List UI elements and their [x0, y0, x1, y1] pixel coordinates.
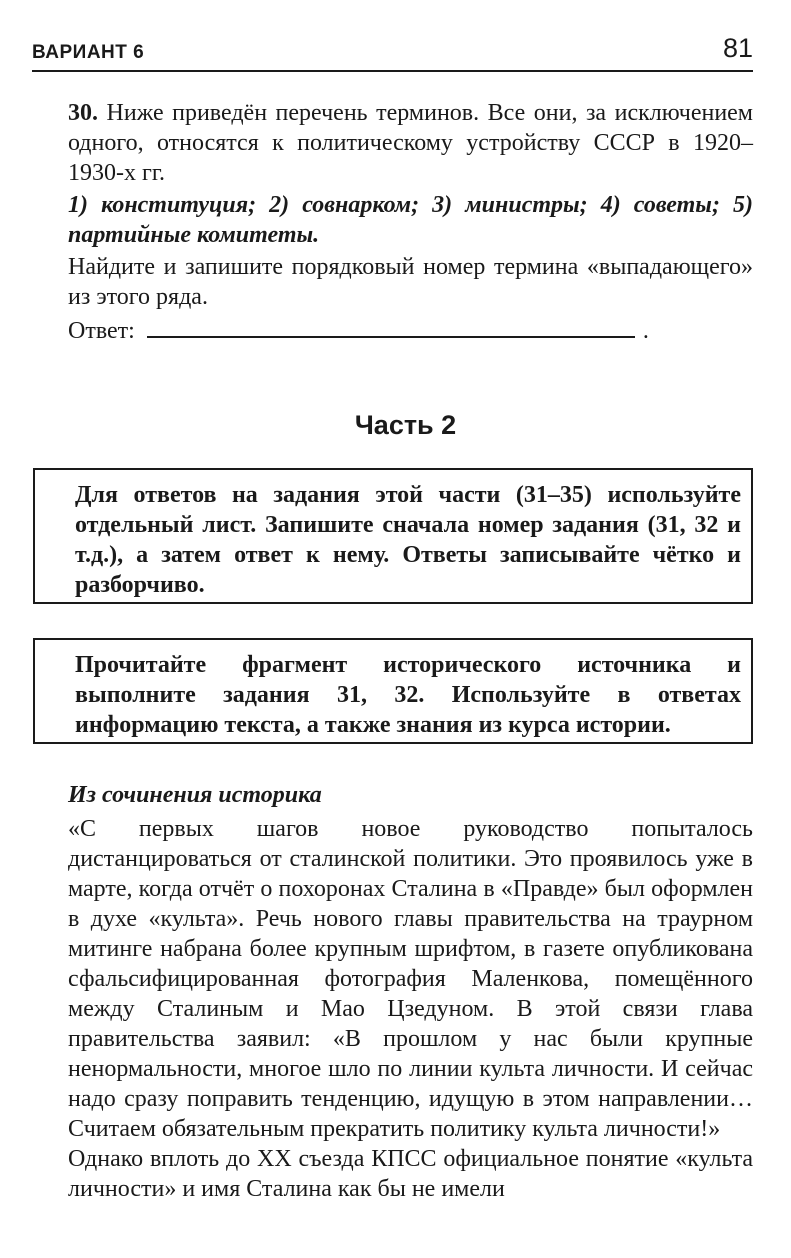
- source-title: Из сочинения историка: [68, 782, 322, 808]
- source-quote: [68, 814, 753, 1204]
- question-30-instruction: Найдите и запишите порядковый номер термина «выпадающего» из этого ряда.: [68, 254, 753, 310]
- answer-input-line[interactable]: [147, 336, 635, 338]
- page-header: [32, 26, 753, 72]
- variant-label: ВАРИАНТ 6: [32, 42, 145, 63]
- question-30-options: 1) конституция; 2) совнарком; 3) министры; 4) советы; 5) партийные комитеты.: [68, 192, 753, 248]
- answer-row: [68, 316, 649, 346]
- source-instructions-box: Прочитайте фрагмент исторического источника и выполните задания 31, 32. Используйте в ответах информацию текста, а также знания из курса истории.: [33, 638, 753, 744]
- question-number: 30.: [68, 100, 98, 126]
- part-2-title: Часть 2: [354, 410, 457, 440]
- answer-label: Ответ:: [68, 318, 135, 344]
- source-paragraph-2: Однако вплоть до XX съезда КПСС официальное понятие «культа личности» и имя Сталина как бы не имели: [68, 1146, 753, 1202]
- answer-end-dot: .: [642, 318, 649, 344]
- question-30-text: [68, 98, 753, 188]
- instructions-box: Для ответов на задания этой части (31–35) используйте отдельный лист. Запишите сначала номер задания (31, 32 и т.д.), а затем ответ к нему. Ответы записывайте чётко и разборчиво.: [33, 468, 753, 604]
- question-body: Ниже приведён перечень терминов. Все они, за исключением одного, относятся к политическому устройству СССР в 1920–1930-х гг.: [68, 100, 753, 186]
- page-number: 81: [722, 33, 753, 63]
- source-paragraph-1: «С первых шагов новое руководство попыталось дистанцироваться от сталинской политики. Это проявилось уже в марте, когда отчёт о похоронах Сталина в «Правде» был оформлен в духе «культа». Речь нового главы правительства на траурном митинге набрана более крупным шрифтом, в газете опубликована сфальсифицированная фотография Маленкова, помещённого между Сталиным и Мао Цзедуном. В этой связи глава правительства заявил: «В прошлом у нас были крупные ненормальности, многое шло по линии культа личности. И сейчас надо сразу поправить тенденцию, идущую в этом направлении… Считаем обязательным прекратить политику культа личности!»: [68, 816, 753, 1142]
